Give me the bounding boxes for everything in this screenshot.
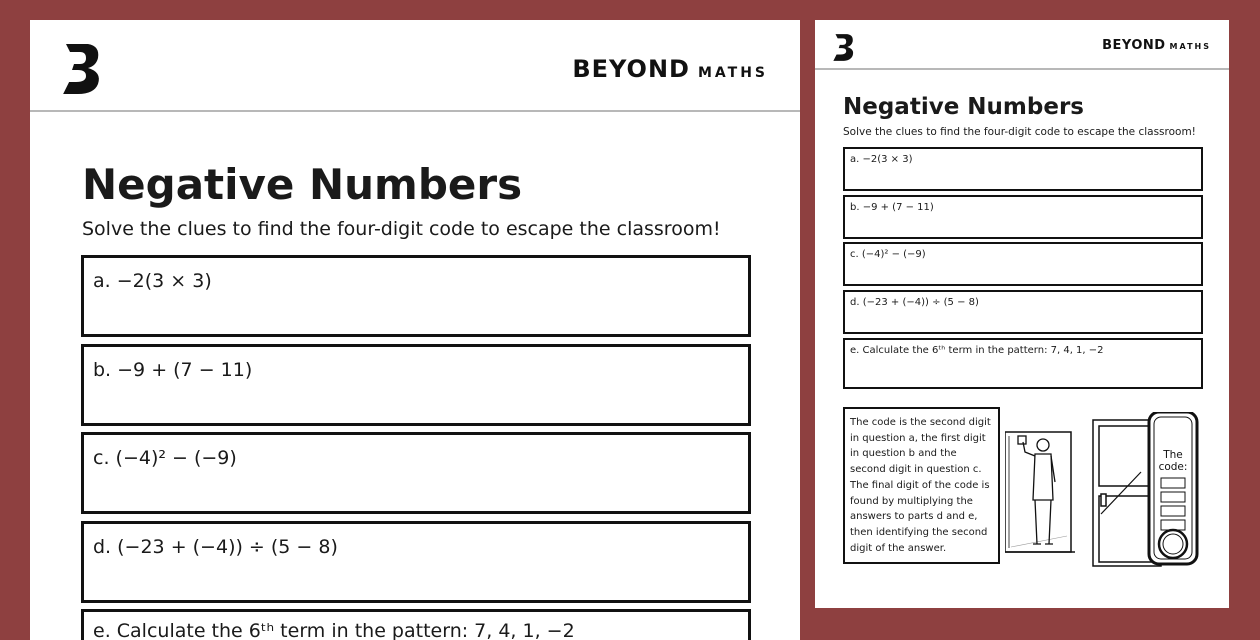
keypad-label-line1: The — [1163, 449, 1183, 461]
question-box-e-partial — [81, 609, 751, 640]
question-box-d-small: d. (−23 + (−4)) ÷ (5 − 8) — [843, 290, 1203, 334]
brand-wordmark — [572, 55, 768, 83]
brand-name-small: BEYOND — [1102, 38, 1166, 53]
question-box-c-small: c. (−4)² − (−9) — [843, 242, 1203, 286]
question-box-a: a. −2(3 × 3) — [81, 255, 751, 337]
question-e-text: e. Calculate the 6ᵗʰ term in the pattern: 7, 4, 1, −2 — [93, 620, 575, 640]
question-box-b: b. −9 + (7 − 11) — [81, 344, 751, 426]
worksheet-title: Negative Numbers — [82, 160, 523, 209]
worksheet-header — [30, 20, 800, 112]
question-box-b-small: b. −9 + (7 − 11) — [843, 195, 1203, 239]
escape-room-illustration — [1005, 412, 1215, 567]
code-hint-box: The code is the second digit in question a, the first digit in question b and the second digit in question c. The final digit of the code is found by multiplying the answers to parts d and e, then identifying the second digit of the answer. — [843, 407, 1000, 564]
brand-sub-small: MATHS — [1169, 42, 1211, 51]
brand-name: BEYOND — [572, 55, 690, 83]
worksheet-preview-full — [815, 20, 1229, 608]
brand-wordmark-small — [1102, 38, 1211, 53]
question-box-c: c. (−4)² − (−9) — [81, 432, 751, 514]
brand-sub: MATHS — [697, 65, 768, 81]
question-box-e-small: e. Calculate the 6ᵗʰ term in the pattern: 7, 4, 1, −2 — [843, 338, 1203, 389]
worksheet-title-small: Negative Numbers — [843, 94, 1084, 120]
question-box-a-small: a. −2(3 × 3) — [843, 147, 1203, 191]
worksheet-instruction: Solve the clues to find the four-digit code to escape the classroom! — [82, 218, 721, 240]
question-box-d: d. (−23 + (−4)) ÷ (5 − 8) — [81, 521, 751, 603]
keypad-label-line2: code: — [1158, 461, 1188, 473]
beyond-logo-icon-small — [831, 32, 855, 62]
teacher-figure-graphic — [1018, 436, 1055, 544]
worksheet-instruction-small: Solve the clues to find the four-digit code to escape the classroom! — [843, 126, 1196, 138]
worksheet-preview-large — [30, 20, 800, 640]
worksheet-header-small — [815, 20, 1229, 70]
keypad-graphic — [1149, 412, 1197, 564]
beyond-logo-icon — [58, 40, 102, 96]
